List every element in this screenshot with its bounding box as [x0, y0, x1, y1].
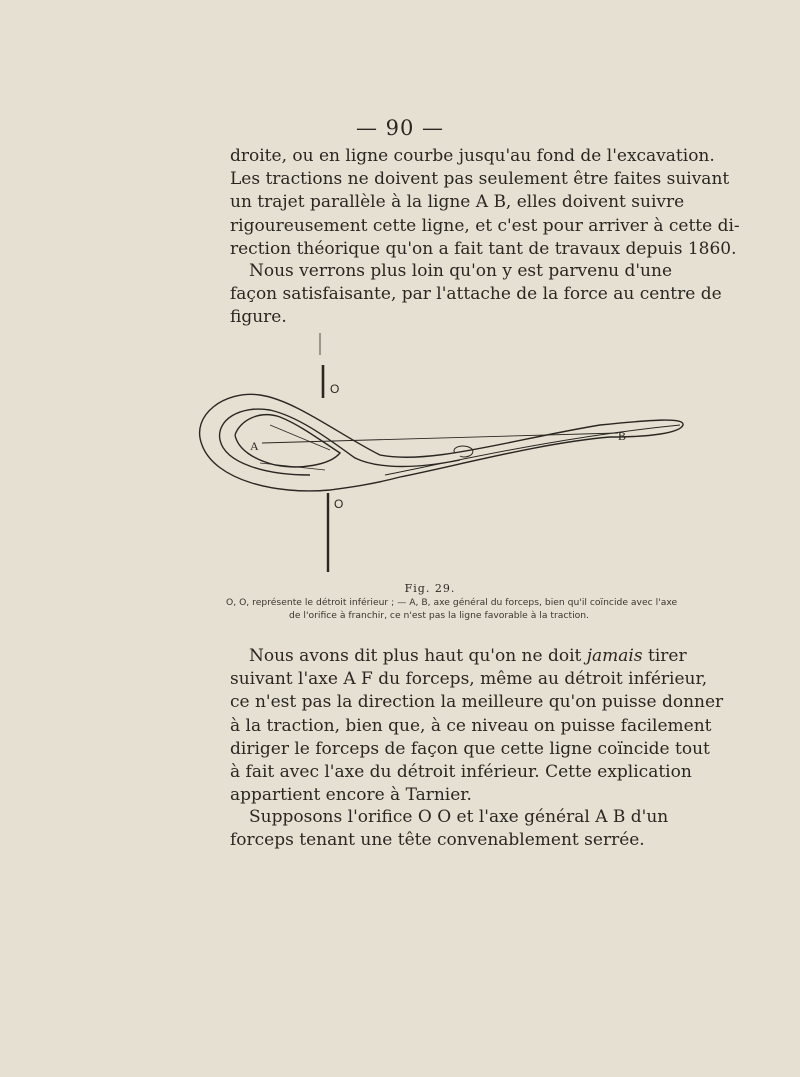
label-o-top: O: [330, 382, 340, 396]
text-line: rigoureusement cette ligne, et c'est pour arriver à cette di-: [230, 215, 740, 236]
text-line: façon satisfaisante, par l'attache de la force au centre de: [230, 284, 722, 305]
text-line: [230, 645, 687, 668]
caption-line: de l'orifice à franchir, ce n'est pas la ligne favorable à la traction.: [289, 609, 589, 621]
paragraph-4: [230, 806, 669, 852]
label-a: A: [250, 439, 259, 453]
text-run: tirer: [642, 646, 687, 666]
forceps-figure: [180, 325, 700, 580]
label-o-bottom: O: [334, 497, 344, 511]
emphasis-text: jamais: [586, 646, 643, 666]
axis-mark: [270, 425, 330, 450]
text-line: droite, ou en ligne courbe jusqu'au fond de l'excavation.: [230, 146, 715, 166]
paragraph-2: [230, 260, 722, 330]
label-b: B: [618, 429, 627, 443]
text-line: diriger le forceps de façon que cette ligne coïncide tout: [230, 738, 710, 759]
text-line: ce n'est pas la direction la meilleure qu'on puisse donner: [230, 692, 724, 713]
figure-title: Fig. 29.: [404, 582, 456, 595]
text-line: un trajet parallèle à la ligne A B, elles doivent suivre: [230, 192, 685, 213]
text-line: appartient encore à Tarnier.: [230, 785, 472, 806]
text-line: Supposons l'orifice O O et l'axe général A B d'un: [249, 807, 669, 827]
page-number: — 90 —: [355, 116, 445, 140]
figure-caption: [226, 597, 678, 622]
text-line: rection théorique qu'on a fait tant de travaux depuis 1860.: [230, 238, 737, 259]
axis-mark: [260, 463, 325, 470]
text-line: forceps tenant une tête convenablement serrée.: [230, 830, 645, 851]
text-line: à la traction, bien que, à ce niveau on puisse facilement: [230, 715, 712, 736]
text-line: figure.: [230, 307, 287, 328]
text-line: suivant l'axe A F du forceps, même au détroit inférieur,: [230, 669, 708, 690]
text-line: à fait avec l'axe du détroit inférieur. Cette explication: [230, 762, 692, 783]
paragraph-1: [230, 145, 740, 261]
axis-ab: [262, 433, 618, 443]
text-line: Les tractions ne doivent pas seulement être faites suivant: [230, 169, 730, 190]
forceps-handle: [385, 425, 680, 475]
caption-line: O, O, représente le détroit inférieur ; — A, B, axe général du forceps, bien qu'il coïncide avec l'axe: [226, 597, 678, 608]
text-line: Nous verrons plus loin qu'on y est parvenu d'une: [249, 261, 673, 281]
text-run: Nous avons dit plus haut qu'on ne doit: [249, 646, 587, 666]
paragraph-3: [230, 645, 724, 807]
